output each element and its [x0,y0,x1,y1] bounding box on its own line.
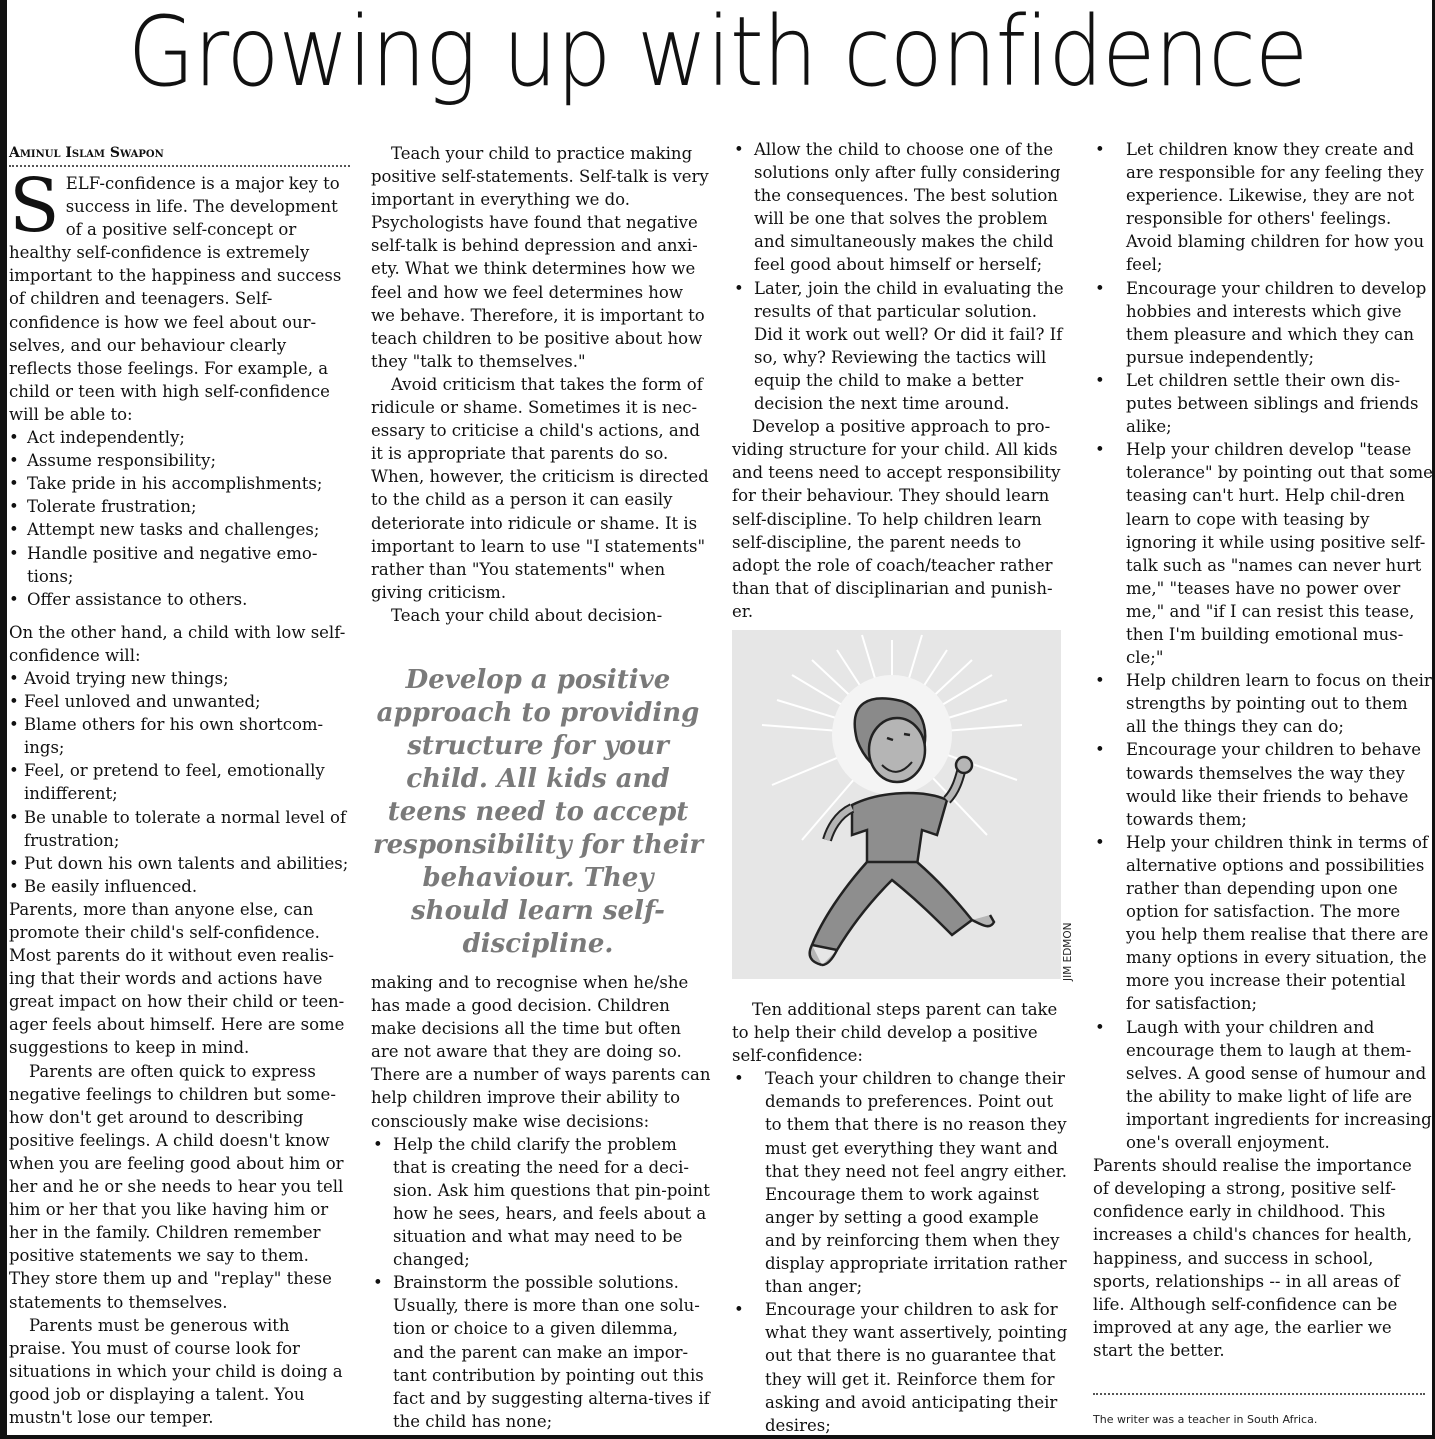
drop-cap: S [9,163,60,249]
decision-steps-list [371,1133,712,1433]
column-3-upper [732,138,1066,623]
pull-quote: Develop a positive approach to providing structure for your child. All kids and teens need to accept responsibility for their behaviour. They should learn self-discipline. [372,665,704,959]
list-item: • Offer assistance to others. [9,588,350,611]
list-item: • Feel, or pretend to feel, emotionally indifferent; [9,759,350,805]
paragraph: Teach your child about decision- [391,605,663,625]
intro-paragraph [9,163,350,426]
list-item: • Let children settle their own dis-putes between siblings and friends alike; [1093,369,1433,438]
paragraph: Parents, more than anyone else, can promote their child's self-confidence. Most parents do it without even realis-ing that their words and actions have great impact on how their child or teen-ager feels about himself. Here are some suggestions to keep in mind. [9,899,345,1058]
list-item: • Tolerate frustration; [9,495,350,518]
headline: Growing up with confidence [127,0,1308,108]
list-item: • Help your children think in terms of alternative options and possibilities rather than depending upon one option for satisfaction. The more you help them realise that there are many options in every situation, the more you increase their potential for satisfaction; [1093,831,1433,1016]
paragraph: Parents are often quick to express negative feelings to children but some-how don't get around to describing positive feelings. A child doesn't know when you are feeling good about him or her and he or she needs to hear you tell him or her that you like having him or her in the family. Children remember positive statements we say to them. They store them up and "replay" these statements to themselves. [9,1061,344,1312]
list-item: • Encourage your children to behave towards themselves the way they would like their friends to behave towards them; [1093,738,1433,830]
list-item: • Assume responsibility; [9,449,350,472]
paragraph: Ten additional steps parent can take to help their child develop a positive self-confidence: [732,1000,1058,1066]
photo-credit: JIM EDMON [1062,922,1074,981]
low-confidence-list [9,667,350,898]
left-border-rule [0,0,7,1439]
high-confidence-list [9,426,350,611]
list-item: • Put down his own talents and abilities; [9,852,350,875]
list-item: • Later, join the child in evaluating the results of that particular solution. Did it work out well? Or did it fail? If so, why? Reviewing the tactics will equip the child to make a better decision the next time around. [732,277,1066,416]
column-4 [1093,138,1433,1362]
column-2-lower [371,971,712,1433]
list-item: • Attempt new tasks and challenges; [9,518,350,541]
column-2-upper [371,142,712,627]
list-item: • Help your children develop "tease tolerance" by pointing out that some teasing can't hurt. Help chil-dren learn to cope with teasing by ignoring it while using positive self-talk such as "names can never hurt me," "teases have no power over me," and "if I can resist this tease, then I'm building emotional mus-cle;" [1093,438,1433,669]
list-item: • Brainstorm the possible solutions. Usually, there is more than one solu-tion or choice to a given dilemma, and the parent can make an impor-tant contribution by pointing out this fact and by suggesting alterna-tives if the child has none; [371,1271,712,1433]
list-item: • Let children know they create and are responsible for any feeling they experience. Likewise, they are not responsible for others' feelings. Avoid blaming children for how you feel; [1093,138,1433,277]
list-item: • Act independently; [9,426,350,449]
intro-text: ELF-confidence is a major key to success in life. The development of a positive self-concept or healthy self-confidence is extremely important to the happiness and success of children and teenagers. Self-confidence is how we feel about our-selves, and our behaviour clearly reflects those feelings. For example, a child or teen with high self-confidence will be able to: [9,174,342,424]
list-item: • Teach your children to change their demands to preferences. Point out to them that there is no reason they must get everything they want and that they need not feel angry either. Encourage them to work against anger by setting a good example and by reinforcing them when they display appropriate irritation rather than anger; [732,1067,1072,1298]
list-item: • Blame others for his own shortcom-ings; [9,713,350,759]
paragraph: Teach your child to practice making positive self-statements. Self-talk is very important in everything we do. Psychologists have found that negative self-talk is behind depression and anxi-ety. What we think determines how we feel and how we feel determines how we behave. Therefore, it is important to teach children to be positive about how they "talk to themselves." [371,144,709,371]
writer-note: The writer was a teacher in South Africa. [1093,1413,1318,1426]
ten-steps-list-cont [1093,138,1433,1154]
walking-child-illustration [732,630,1061,979]
list-item: • Laugh with your children and encourage them to laugh at them-selves. A good sense of humour and the ability to make light of life are important ingredients for increasing one's overall enjoyment. [1093,1016,1433,1155]
list-item: • Take pride in his accomplishments; [9,472,350,495]
column-1 [9,143,350,1429]
list-item: • Handle positive and negative emo-tions; [9,542,350,588]
list-item: • Avoid trying new things; [9,667,350,690]
list-item: • Allow the child to choose one of the solutions only after fully considering the consequences. The best solution will be one that solves the problem and simultaneously makes the child feel good about himself or herself; [732,138,1066,277]
list-item: • Encourage your children to ask for what they want assertively, pointing out that there is no guarantee that they will get it. Reinforce them for asking and avoid anticipating their desires; [732,1298,1072,1437]
list-item: • Help children learn to focus on their strengths by pointing out to them all the things they can do; [1093,669,1433,738]
list-item: • Feel unloved and unwanted; [9,690,350,713]
paragraph: Develop a positive approach to pro-viding structure for your child. All kids and teens need to accept responsibility for their behaviour. They should learn self-discipline. To help children learn self-discipline, the parent needs to adopt the role of coach/teacher rather than that of disciplinarian and punish-er. [732,417,1061,621]
list-item: • Be unable to tolerate a normal level of frustration; [9,806,350,852]
column-3-lower [732,998,1072,1437]
paragraph: Parents must be generous with praise. You must of course look for situations in which your child is doing a good job or displaying a talent. You mustn't lose our temper. [9,1315,343,1427]
list-item: • Encourage your children to develop hobbies and interests which give them pleasure and which they can pursue independently; [1093,277,1433,369]
bottom-border-rule [0,1435,1435,1439]
low-confidence-intro: On the other hand, a child with low self-confidence will: [9,622,346,665]
confident-child-drawing [732,630,1061,979]
list-item: • Be easily influenced. [9,875,350,898]
decision-steps-list-cont [732,138,1066,415]
list-item: • Help the child clarify the problem that is creating the need for a deci-sion. Ask him questions that pin-point how he sees, hears, and feels about a situation and what may need to be changed; [371,1133,712,1272]
paragraph: making and to recognise when he/she has made a good decision. Children make decisions all the time but often are not aware that they are doing so. There are a number of ways parents can help children improve their ability to consciously make wise decisions: [371,973,711,1131]
conclusion-paragraph: Parents should realise the importance of developing a strong, positive self-confidence early in childhood. This increases a child's chances for health, happiness, and success in school, sports, relationships -- in all areas of life. Although self-confidence can be improved at any age, the earlier we start the better. [1093,1156,1413,1360]
paragraph: Avoid criticism that takes the form of ridicule or shame. Sometimes it is nec-essary to criticise a child's actions, and it is appropriate that parents do so. When, however, the criticism is directed to the child as a person it can easily deteriorate into ridicule or shame. It is important to learn to use "I statements" rather than "You statements" when giving criticism. [371,374,709,602]
ten-steps-list [732,1067,1072,1437]
footer-divider [1093,1393,1425,1395]
byline: Aminul Islam Swapon [9,143,350,167]
